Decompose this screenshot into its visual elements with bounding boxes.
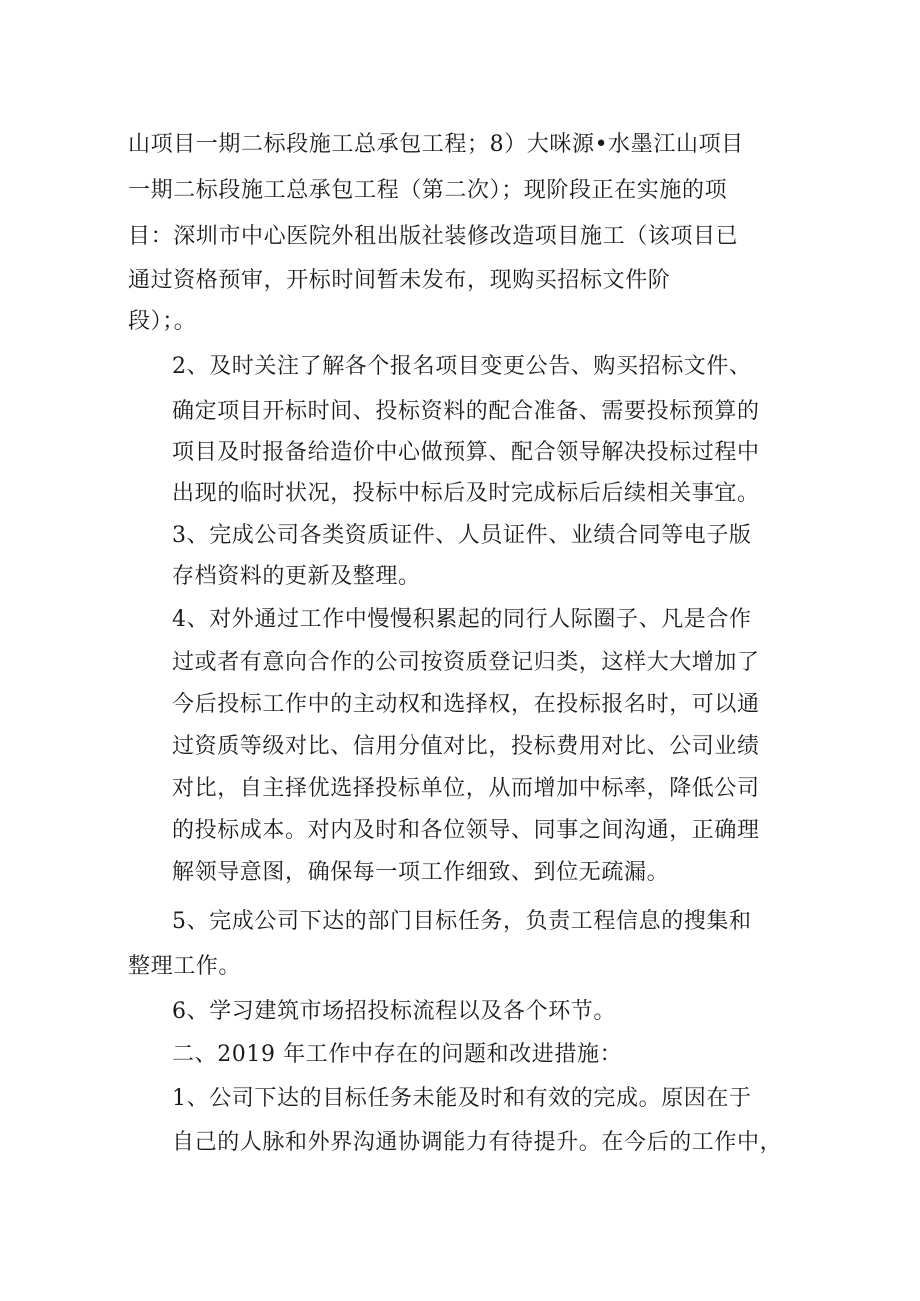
text-line: 2、及时关注了解各个报名项目变更公告、购买招标文件、 <box>172 354 752 379</box>
text-line: 通过资格预审，开标时间暂未发布，现购买招标文件阶 <box>128 268 671 293</box>
text-line: 对比，自主择优选择投标单位，从而增加中标率，降低公司 <box>172 776 760 801</box>
text-line: 的投标成本。对内及时和各位领导、同事之间沟通，正确理 <box>172 818 760 843</box>
text-line: 存档资料的更新及整理。 <box>172 564 421 589</box>
text-line: 出现的临时状况，投标中标后及时完成标后后续相关事宜。 <box>172 481 760 506</box>
text-line: 一期二标段施工总承包工程（第二次）；现阶段正在实施的项 <box>128 178 728 203</box>
text-line: 过资质等级对比、信用分值对比，投标费用对比、公司业绩 <box>172 734 760 759</box>
text-line: 3、完成公司各类资质证件、人员证件、业绩合同等电子版 <box>172 523 752 548</box>
text-line: 5、完成公司下达的部门目标任务，负责工程信息的搜集和 <box>172 909 752 934</box>
text-line: 自己的人脉和外界沟通协调能力有待提升。在今后的工作中， <box>172 1130 783 1155</box>
text-line: 目：深圳市中心医院外租出版社装修改造项目施工（该项目已 <box>128 224 739 249</box>
text-line: 山项目一期二标段施工总承包工程；8）大咪源•水墨江山项目 <box>128 132 744 157</box>
text-line: 项目及时报备给造价中心做预算、配合领导解决投标过程中 <box>172 440 760 465</box>
text-line: 整理工作。 <box>128 954 242 979</box>
text-line: 今后投标工作中的主动权和选择权，在投标报名时，可以通 <box>172 692 760 717</box>
text-line: 6、学习建筑市场招投标流程以及各个环节。 <box>172 999 616 1024</box>
text-line: 二、2019 年工作中存在的问题和改进措施： <box>172 1042 623 1067</box>
text-line: 段）；。 <box>128 309 197 334</box>
text-line: 解领导意图，确保每一项工作细致、到位无疏漏。 <box>172 860 670 885</box>
text-line: 过或者有意向合作的公司按资质登记归类，这样大大增加了 <box>172 650 760 675</box>
text-line: 1、公司下达的目标任务未能及时和有效的完成。原因在于 <box>172 1086 752 1111</box>
text-line: 确定项目开标时间、投标资料的配合准备、需要投标预算的 <box>172 399 760 424</box>
text-line: 4、对外通过工作中慢慢积累起的同行人际圈子、凡是合作 <box>172 607 752 632</box>
